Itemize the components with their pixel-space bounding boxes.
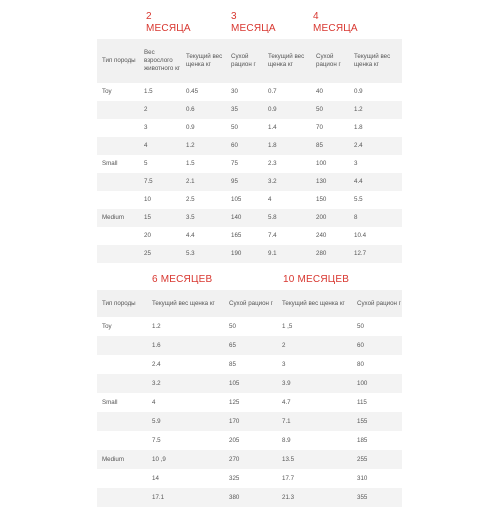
table-cell: 1.5 xyxy=(144,88,153,95)
table-cell: 205 xyxy=(229,436,240,444)
table-cell: 1.5 xyxy=(186,160,195,167)
table-row xyxy=(97,450,402,469)
table-cell: 5.9 xyxy=(152,417,161,425)
table-cell: 240 xyxy=(316,232,327,239)
table-cell: 80 xyxy=(357,360,364,368)
table-cell: Medium xyxy=(102,455,125,463)
table-cell: 5.8 xyxy=(268,214,277,221)
table-row xyxy=(97,155,402,173)
table-cell: 3.2 xyxy=(268,178,277,185)
table-cell: 185 xyxy=(357,436,368,444)
table-cell: 100 xyxy=(316,160,327,167)
table-cell: 3.9 xyxy=(282,379,291,387)
table-cell: 5.5 xyxy=(354,196,363,203)
column-header: Текущий вес щенка кг xyxy=(282,299,345,307)
header-num: 4 xyxy=(313,11,319,22)
table-cell xyxy=(97,374,147,393)
table-cell: 40 xyxy=(316,88,323,95)
table-cell: 280 xyxy=(316,250,327,257)
table-cell xyxy=(97,119,139,137)
column-header: Тип породы xyxy=(102,299,136,307)
column-header: Тип породы xyxy=(102,57,136,64)
table-cell: 1.2 xyxy=(186,142,195,149)
table-row xyxy=(97,393,402,412)
table-cell: 3 xyxy=(282,360,286,368)
table-cell: 165 xyxy=(231,232,242,239)
table-row xyxy=(97,317,402,336)
table-cell: 1.4 xyxy=(268,124,277,131)
table-cell: 0.6 xyxy=(186,106,195,113)
table-cell: 1.2 xyxy=(354,106,363,113)
table-cell: 170 xyxy=(229,417,240,425)
table-cell: 255 xyxy=(357,455,368,463)
table-row xyxy=(97,83,402,101)
table-cell: 8.9 xyxy=(282,436,291,444)
table-cell xyxy=(97,137,139,155)
column-header: Сухой рацион г xyxy=(229,299,273,307)
table-cell: 100 xyxy=(357,379,368,387)
column-header: Сухой рацион г xyxy=(231,53,256,68)
table-cell: 13.5 xyxy=(282,455,295,463)
table-cell xyxy=(97,469,147,488)
table-cell: 15 xyxy=(144,214,151,221)
table-cell xyxy=(97,227,139,245)
table-cell: 7.5 xyxy=(152,436,161,444)
column-header: Текущий вес щенка кг xyxy=(186,53,223,68)
table-cell: 95 xyxy=(231,178,238,185)
table-cell: 325 xyxy=(229,474,240,482)
table-cell: 0.9 xyxy=(186,124,195,131)
table-cell: 130 xyxy=(316,178,327,185)
table-cell: Toy xyxy=(102,88,112,95)
header-num: 2 xyxy=(146,11,152,22)
header-word: МЕСЯЦА xyxy=(313,23,358,34)
column-header: Сухой рацион г xyxy=(316,53,341,68)
table-cell: 5 xyxy=(144,160,148,167)
table-cell: 7.5 xyxy=(144,178,153,185)
table-row xyxy=(97,191,402,209)
table-cell: 17.1 xyxy=(152,493,165,501)
table-cell: 50 xyxy=(316,106,323,113)
table-cell: 10.4 xyxy=(354,232,367,239)
table-cell: 2.4 xyxy=(152,360,161,368)
table-cell: 1.6 xyxy=(152,341,161,349)
table-cell: Small xyxy=(102,160,118,167)
table-cell: 105 xyxy=(229,379,240,387)
table-row xyxy=(97,336,402,355)
table-cell: 115 xyxy=(357,398,367,406)
table-cell: 7.1 xyxy=(282,417,291,425)
column-header: Текущий вес щенка кг xyxy=(354,53,391,68)
table-cell: 30 xyxy=(231,88,238,95)
table-cell: 85 xyxy=(229,360,236,368)
table-cell: 0.45 xyxy=(186,88,199,95)
header-num: 3 xyxy=(231,11,237,22)
table-header-row xyxy=(97,39,402,83)
table-cell xyxy=(97,245,139,263)
header-2-months xyxy=(146,11,191,35)
table-cell: 4.4 xyxy=(354,178,363,185)
table-cell: 155 xyxy=(357,417,368,425)
table-row xyxy=(97,137,402,155)
table-cell: 125 xyxy=(229,398,240,406)
table-cell xyxy=(97,173,139,191)
table-cell xyxy=(97,101,139,119)
column-header: Вес взрослого животного кг xyxy=(144,49,181,72)
table-cell: 60 xyxy=(357,341,364,349)
table-cell xyxy=(97,412,147,431)
header-6-months xyxy=(152,274,212,286)
table-cell: 3.2 xyxy=(152,379,161,387)
table-cell: 8 xyxy=(354,214,358,221)
table-cell: 9.1 xyxy=(268,250,277,257)
table-cell: 4 xyxy=(268,196,272,203)
table-row xyxy=(97,469,402,488)
table-row xyxy=(97,355,402,374)
table-cell: 2 xyxy=(282,341,286,349)
table-row xyxy=(97,173,402,191)
table-cell: 25 xyxy=(144,250,151,257)
table-row xyxy=(97,227,402,245)
table-cell: 60 xyxy=(231,142,238,149)
header-4-months xyxy=(313,11,358,35)
table-cell: 14 xyxy=(152,474,159,482)
table-cell: 50 xyxy=(231,124,238,131)
table-cell: 1 ,5 xyxy=(282,322,293,330)
table-cell: 75 xyxy=(231,160,238,167)
table-cell: 2.5 xyxy=(186,196,195,203)
table-cell: 355 xyxy=(357,493,368,501)
header-10-months xyxy=(283,274,349,286)
table-cell: 4 xyxy=(152,398,156,406)
table-row xyxy=(97,374,402,393)
table-cell: 1.2 xyxy=(152,322,161,330)
table-cell: 1.8 xyxy=(268,142,277,149)
table-row xyxy=(97,101,402,119)
table-cell: 2.1 xyxy=(186,178,195,185)
table-cell: 35 xyxy=(231,106,238,113)
table-cell: 3 xyxy=(354,160,358,167)
table-cell: 0.7 xyxy=(268,88,277,95)
table-row xyxy=(97,209,402,227)
table-row xyxy=(97,119,402,137)
column-header: Сухой рацион г xyxy=(357,299,401,307)
table-cell: 0.9 xyxy=(354,88,363,95)
header-word: 6 МЕСЯЦЕВ xyxy=(152,274,213,285)
table-cell: 105 xyxy=(231,196,242,203)
table-cell xyxy=(97,336,147,355)
header-3-months xyxy=(231,11,276,35)
table-cell: 65 xyxy=(229,341,236,349)
table-row xyxy=(97,245,402,263)
table-cell: Medium xyxy=(102,214,125,221)
table-cell: 0.9 xyxy=(268,106,277,113)
table-cell: 12.7 xyxy=(354,250,367,257)
table-cell: 10 xyxy=(144,196,151,203)
table-cell: Small xyxy=(102,398,118,406)
table-cell: 310 xyxy=(357,474,368,482)
table-cell: 21.3 xyxy=(282,493,295,501)
table-cell: 380 xyxy=(229,493,240,501)
table-cell: 2 xyxy=(144,106,148,113)
table-cell: 50 xyxy=(357,322,364,330)
column-header: Текущий вес щенка кг xyxy=(152,299,215,307)
table-cell: 3.5 xyxy=(186,214,195,221)
feeding-table-2-4-months xyxy=(97,39,402,263)
table-cell: 140 xyxy=(231,214,242,221)
table-cell: Toy xyxy=(102,322,112,330)
table-cell: 190 xyxy=(231,250,242,257)
table-cell: 2.4 xyxy=(354,142,363,149)
table-cell xyxy=(97,191,139,209)
table-cell: 200 xyxy=(316,214,327,221)
table-cell: 4.7 xyxy=(282,398,291,406)
table-cell: 2.3 xyxy=(268,160,277,167)
table-cell: 270 xyxy=(229,455,240,463)
table-cell: 7.4 xyxy=(268,232,277,239)
header-word: МЕСЯЦА xyxy=(146,23,191,34)
table-row xyxy=(97,488,402,507)
table-cell: 1.8 xyxy=(354,124,363,131)
table-cell: 150 xyxy=(316,196,327,203)
table-cell: 70 xyxy=(316,124,323,131)
column-header: Текущий вес щенка кг xyxy=(268,53,305,68)
table-cell xyxy=(97,488,147,507)
table-cell xyxy=(97,431,147,450)
table-cell: 4.4 xyxy=(186,232,195,239)
table-cell: 17.7 xyxy=(282,474,295,482)
header-word: МЕСЯЦА xyxy=(231,23,276,34)
feeding-table-6-10-months xyxy=(97,290,402,507)
table-cell: 85 xyxy=(316,142,323,149)
table-cell: 4 xyxy=(144,142,148,149)
table-cell: 5.3 xyxy=(186,250,195,257)
table-header-row xyxy=(97,290,402,317)
table-cell: 20 xyxy=(144,232,151,239)
table-cell: 3 xyxy=(144,124,148,131)
table-cell: 50 xyxy=(229,322,236,330)
table-cell: 10 ,9 xyxy=(152,455,166,463)
table-row xyxy=(97,412,402,431)
table-cell xyxy=(97,355,147,374)
header-word: 10 МЕСЯЦЕВ xyxy=(283,274,350,285)
table-row xyxy=(97,431,402,450)
